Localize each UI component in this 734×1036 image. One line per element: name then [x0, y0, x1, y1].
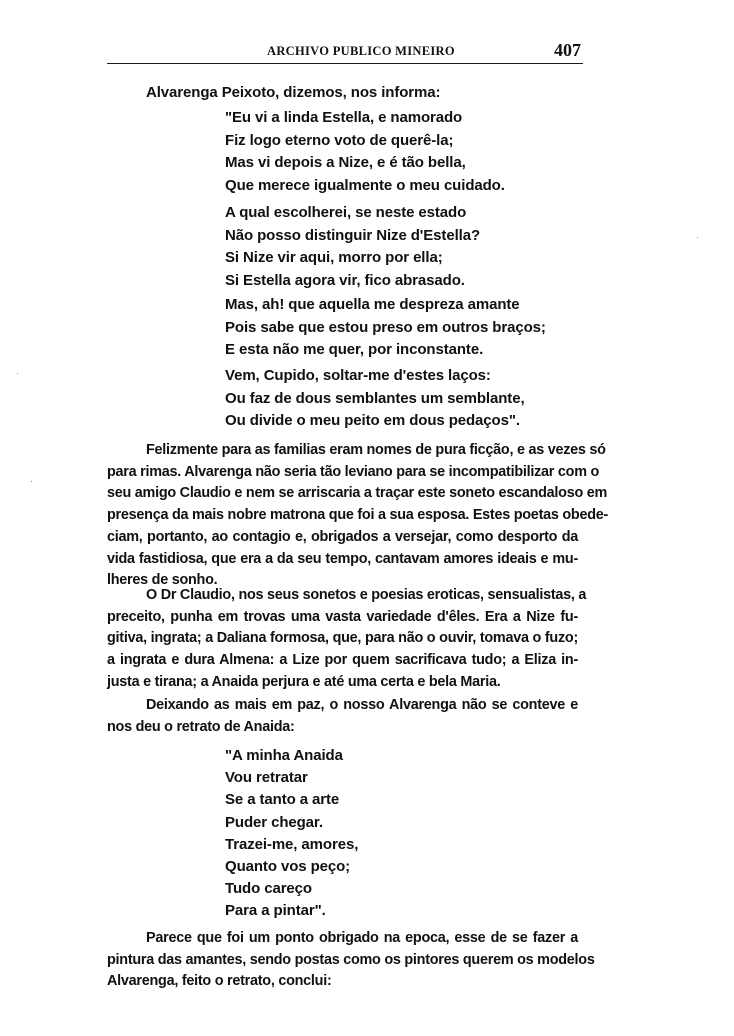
- prose-line: nos deu o retrato de Anaida:: [107, 718, 295, 735]
- print-speck: ·: [16, 368, 19, 378]
- verse-line: "A minha Anaida: [225, 747, 343, 764]
- prose-line: O Dr Claudio, nos seus sonetos e poesias eroticas, sensualistas, a: [146, 587, 587, 603]
- sonnet-stanza-1: [225, 107, 505, 197]
- running-head: [107, 40, 583, 62]
- verse-line: Quanto vos peço;: [225, 858, 351, 876]
- prose-line: preceito, punha em trovas uma vasta variedade d'êles. Era a Nize fu-: [107, 608, 578, 625]
- verse-line: Si Nize vir aqui, morro por ella;: [225, 249, 443, 266]
- paragraph-4: [107, 928, 595, 993]
- verse-line: Si Estella agora vir, fico abrasado.: [225, 271, 465, 289]
- intro-line: Alvarenga Peixoto, dizemos, nos informa:: [146, 84, 441, 101]
- print-speck: ·: [30, 476, 33, 486]
- verse-line: Ou faz de dous semblantes um semblante,: [225, 389, 525, 407]
- prose-line: para rimas. Alvarenga não seria tão leviano para se incompatibilizar com o: [107, 463, 600, 480]
- verse-line: Para a pintar".: [225, 902, 326, 920]
- sonnet-stanza-4: [225, 365, 525, 433]
- prose-line: presença da mais nobre matrona que foi a sua esposa. Estes poetas obede-: [107, 507, 609, 524]
- verse-line: Trazei-me, amores,: [225, 835, 359, 853]
- verse-line: A qual escolherei, se neste estado: [225, 204, 467, 221]
- sonnet-stanza-2: [225, 202, 480, 292]
- verse-line: Puder chegar.: [225, 813, 323, 831]
- verse-line: Tudo careço: [225, 880, 312, 898]
- prose-line: justa e tirana; a Anaida perjura e até uma certa e bela Maria.: [107, 673, 501, 690]
- verse-line: Fiz logo eterno voto de querê-la;: [225, 131, 454, 149]
- verse-line: Mas vi depois a Nize, e é tão bella,: [225, 154, 466, 171]
- verse-line: Que merece igualmente o meu cuidado.: [225, 176, 505, 194]
- verse-line: Vou retratar: [225, 769, 308, 787]
- prose-line: Alvarenga, feito o retrato, conclui:: [107, 973, 332, 990]
- verse-line: Pois sabe que estou preso em outros braços;: [225, 318, 546, 336]
- verse-line: Mas, ah! que aquella me despreza amante: [225, 296, 520, 313]
- running-title: ARCHIVO PUBLICO MINEIRO: [267, 44, 455, 58]
- verse-line: "Eu vi a linda Estella, e namorado: [225, 109, 463, 126]
- prose-line: pintura das amantes, sendo postas como os pintores querem os modelos: [107, 951, 595, 968]
- anaida-poem: [225, 745, 358, 923]
- prose-line: lheres de sonho.: [107, 572, 218, 589]
- prose-line: Deixando as mais em paz, o nosso Alvarenga não se conteve e: [146, 697, 578, 713]
- paragraph-3: [107, 695, 578, 738]
- verse-line: Ou divide o meu peito em dous pedaços".: [225, 412, 520, 429]
- prose-line: a ingrata e dura Almena: a Lize por quem sacrificava tudo; a Eliza in-: [107, 652, 578, 669]
- verse-line: Não posso distinguir Nize d'Estella?: [225, 226, 481, 244]
- prose-line: gitiva, ingrata; a Daliana formosa, que, para não o ouvir, tomava o fuzo;: [107, 630, 578, 647]
- prose-line: Felizmente para as familias eram nomes de pura ficção, e as vezes só: [146, 442, 606, 458]
- paragraph-1: [107, 440, 609, 592]
- verse-line: Vem, Cupido, soltar-me d'estes laços:: [225, 367, 491, 384]
- page-number: 407: [554, 40, 581, 60]
- prose-line: vida fastidiosa, que era a da seu tempo, cantavam amores ideais e mu-: [107, 550, 578, 567]
- verse-line: E esta não me quer, por inconstante.: [225, 341, 484, 358]
- prose-line: Parece que foi um ponto obrigado na epoca, esse de se fazer a: [146, 930, 578, 946]
- verse-line: Se a tanto a arte: [225, 791, 340, 809]
- print-speck: ·: [696, 232, 699, 242]
- prose-line: seu amigo Claudio e nem se arriscaria a traçar este soneto escandaloso em: [107, 485, 608, 502]
- header-rule: [107, 63, 583, 64]
- paragraph-2: [107, 585, 587, 694]
- sonnet-stanza-3: [225, 294, 546, 362]
- prose-line: ciam, portanto, ao contagio e, obrigados a versejar, como desporto da: [107, 528, 578, 545]
